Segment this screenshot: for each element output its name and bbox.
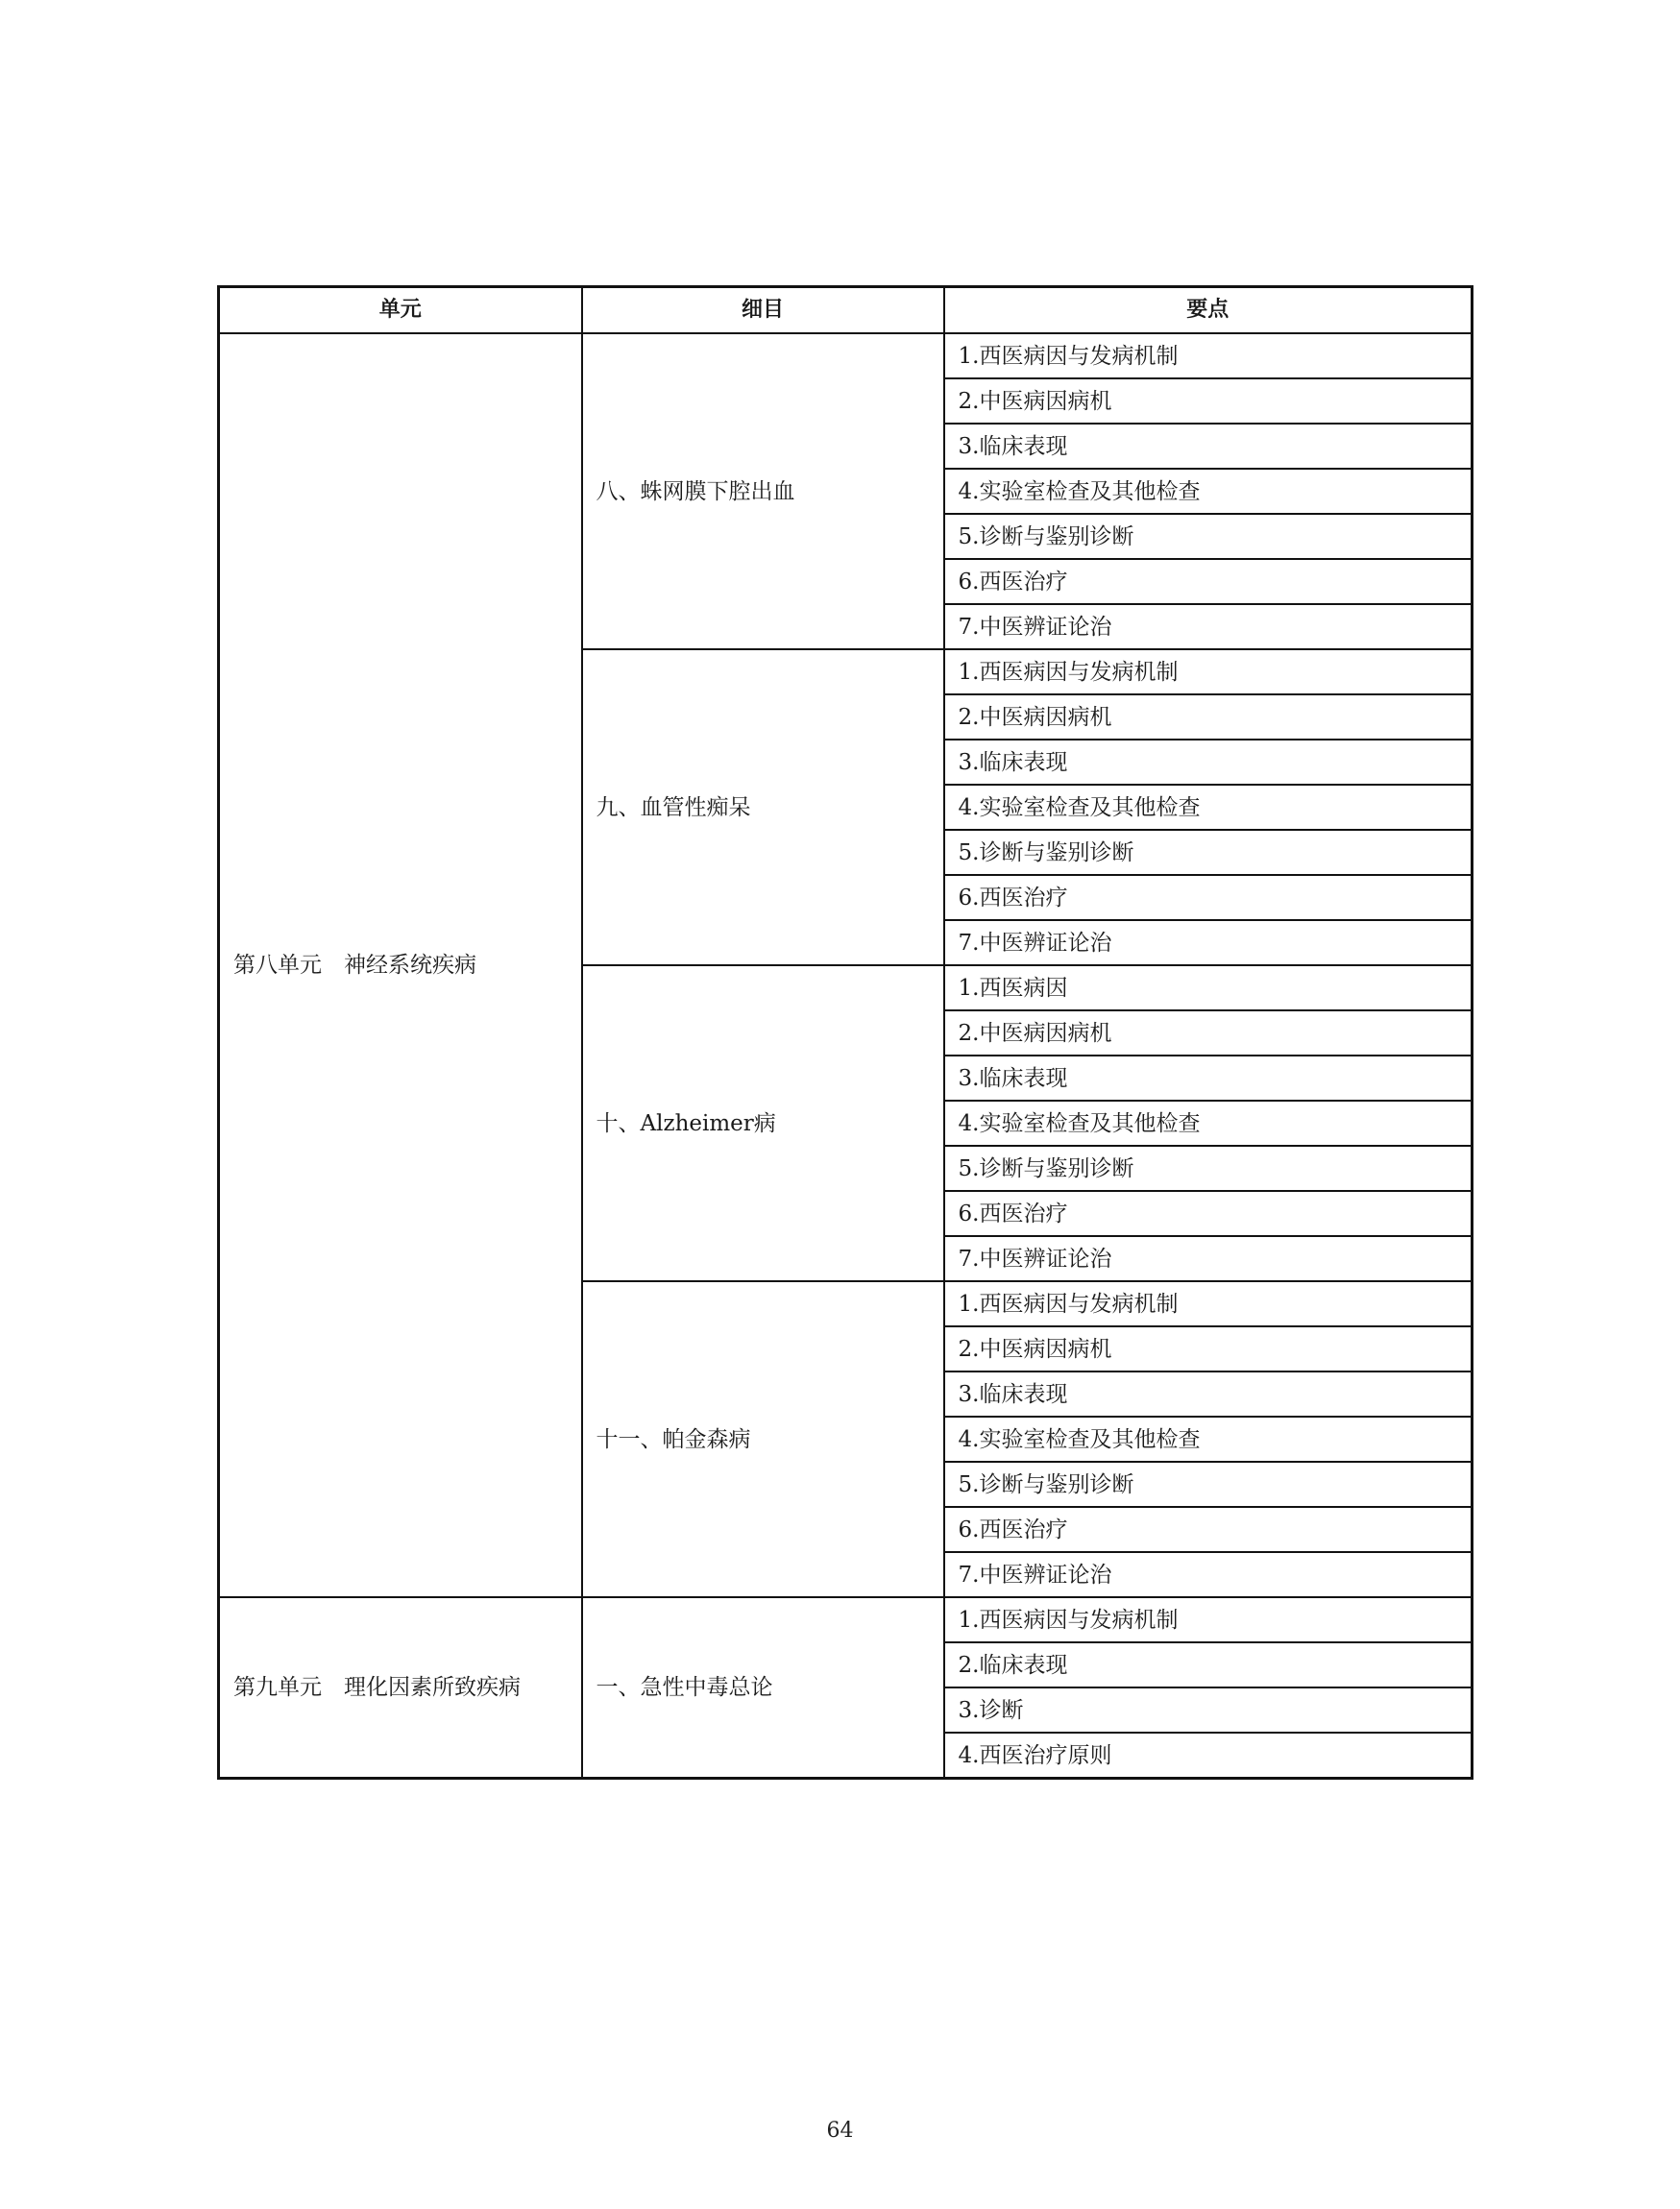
point-cell: 4.实验室检查及其他检查 [944, 469, 1473, 514]
point-cell: 6.西医治疗 [944, 1507, 1473, 1552]
point-cell: 1.西医病因与发病机制 [944, 1597, 1473, 1642]
point-cell: 6.西医治疗 [944, 559, 1473, 604]
header-item: 细目 [582, 287, 944, 334]
point-cell: 1.西医病因 [944, 965, 1473, 1010]
point-cell: 5.诊断与鉴别诊断 [944, 1146, 1473, 1191]
point-cell: 7.中医辨证论治 [944, 604, 1473, 649]
header-row [219, 287, 1473, 334]
point-cell: 4.实验室检查及其他检查 [944, 1101, 1473, 1146]
unit-cell: 第九单元 理化因素所致疾病 [219, 1597, 582, 1779]
point-cell: 2.临床表现 [944, 1642, 1473, 1687]
point-cell: 2.中医病因病机 [944, 694, 1473, 740]
item-cell: 八、蛛网膜下腔出血 [582, 333, 944, 649]
point-cell: 7.中医辨证论治 [944, 1552, 1473, 1597]
point-cell: 7.中医辨证论治 [944, 1236, 1473, 1281]
point-cell: 4.西医治疗原则 [944, 1733, 1473, 1779]
point-cell: 5.诊断与鉴别诊断 [944, 1462, 1473, 1507]
point-cell: 3.临床表现 [944, 424, 1473, 469]
syllabus-table [217, 285, 1473, 1780]
table-row [219, 1597, 1473, 1642]
point-cell: 2.中医病因病机 [944, 1326, 1473, 1372]
item-cell: 十一、帕金森病 [582, 1281, 944, 1597]
point-cell: 2.中医病因病机 [944, 1010, 1473, 1056]
point-cell: 1.西医病因与发病机制 [944, 649, 1473, 694]
point-cell: 3.临床表现 [944, 740, 1473, 785]
point-cell: 7.中医辨证论治 [944, 920, 1473, 965]
item-cell: 十、Alzheimer病 [582, 965, 944, 1281]
point-cell: 3.临床表现 [944, 1056, 1473, 1101]
table-body [219, 333, 1473, 1779]
point-cell: 2.中医病因病机 [944, 378, 1473, 424]
item-cell: 九、血管性痴呆 [582, 649, 944, 965]
point-cell: 6.西医治疗 [944, 1191, 1473, 1236]
point-cell: 1.西医病因与发病机制 [944, 1281, 1473, 1326]
point-cell: 4.实验室检查及其他检查 [944, 785, 1473, 830]
item-cell: 一、急性中毒总论 [582, 1597, 944, 1779]
table-row [219, 333, 1473, 378]
point-cell: 4.实验室检查及其他检查 [944, 1417, 1473, 1462]
point-cell: 3.临床表现 [944, 1372, 1473, 1417]
unit-cell: 第八单元 神经系统疾病 [219, 333, 582, 1597]
point-cell: 5.诊断与鉴别诊断 [944, 514, 1473, 559]
point-cell: 1.西医病因与发病机制 [944, 333, 1473, 378]
point-cell: 3.诊断 [944, 1687, 1473, 1733]
point-cell: 5.诊断与鉴别诊断 [944, 830, 1473, 875]
point-cell: 6.西医治疗 [944, 875, 1473, 920]
header-points: 要点 [944, 287, 1473, 334]
page-number: 64 [826, 2119, 854, 2143]
header-unit: 单元 [219, 287, 582, 334]
